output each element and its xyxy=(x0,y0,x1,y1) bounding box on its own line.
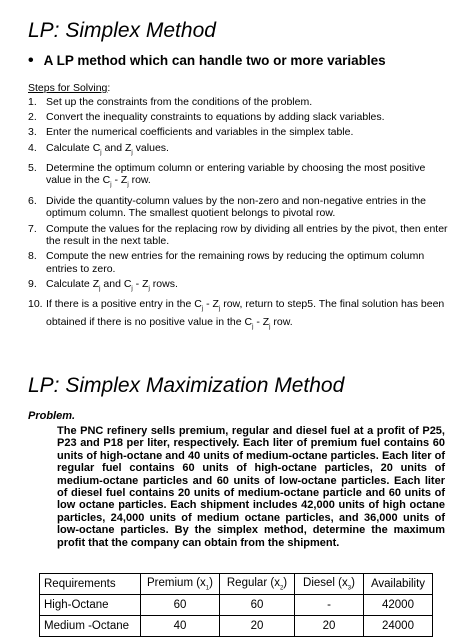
bullet-text: A LP method which can handle two or more variables xyxy=(43,53,386,68)
table-cell: 40 xyxy=(141,616,220,637)
step-text: Set up the constraints from the conditions of the problem. xyxy=(46,96,313,108)
step-item xyxy=(28,111,448,124)
table-cell: High-Octane xyxy=(40,595,141,616)
steps-header-colon: : xyxy=(107,82,111,94)
table-cell: Medium -Octane xyxy=(40,616,141,637)
table-row xyxy=(40,595,433,616)
step-text: If there is a positive entry in the $C_j - Z_j$ row, return to step5. The final solution has been obtained if there is no positive value in the $C_j - Z_j$ row. xyxy=(46,298,445,331)
step-number: 6. xyxy=(28,194,37,207)
step-text: Divide the quantity-column values by the non-zero and non-negative entries in the optimum column. The smallest quotient belongs to pivotal row. xyxy=(46,194,426,220)
steps-header xyxy=(28,82,110,94)
step-text: Convert the inequality constraints to equations by adding slack variables. xyxy=(46,111,385,124)
step-item xyxy=(28,126,448,139)
step-number: 1. xyxy=(28,96,37,108)
problem-label: Problem. xyxy=(28,410,76,422)
slide-title: LP: Simplex Maximization Method xyxy=(28,374,345,397)
step-text: Compute the new entries for the remaining rows by reducing the optimum column entries to zero. xyxy=(46,250,425,275)
step-item xyxy=(28,162,448,192)
step-text: Calculate $C_j$ and $Z_j$ values. xyxy=(46,141,169,156)
step-number: 5. xyxy=(28,161,37,174)
table-cell: 42000 xyxy=(364,595,433,616)
table-cell: 20 xyxy=(220,616,295,637)
step-number: 9. xyxy=(28,278,37,291)
requirements-table xyxy=(39,573,433,637)
step-number: 8. xyxy=(28,250,37,263)
table-cell: - xyxy=(295,595,364,616)
step-item xyxy=(28,96,448,109)
step-text: Enter the numerical coefficients and variables in the simplex table. xyxy=(46,126,354,139)
step-number: 10. xyxy=(28,298,43,311)
step-item xyxy=(28,278,448,296)
step-item xyxy=(28,195,448,220)
step-item xyxy=(28,250,448,275)
steps-list xyxy=(28,96,448,336)
table-header-row xyxy=(40,574,433,595)
steps-header-text: Steps for Solving xyxy=(28,82,108,94)
table-cell: 24000 xyxy=(364,616,433,637)
step-number: 7. xyxy=(28,222,37,235)
table-cell: 20 xyxy=(295,616,364,637)
step-item xyxy=(28,298,448,333)
step-number: 4. xyxy=(28,141,37,154)
slide-title: LP: Simplex Method xyxy=(28,19,216,42)
step-number: 3. xyxy=(28,126,37,139)
table-header-cell: Availability xyxy=(364,574,433,595)
step-item xyxy=(28,142,448,160)
step-number: 2. xyxy=(28,111,37,124)
table-header-cell: Requirements xyxy=(40,574,141,595)
table-row xyxy=(40,616,433,637)
step-text: Compute the values for the replacing row by dividing all entries by the pivot, then enter the result in the next table. xyxy=(46,222,448,248)
step-text: Calculate $Z_j$ and $C_j - Z_j$ rows. xyxy=(46,278,178,293)
problem-text: The PNC refinery sells premium, regular and diesel fuel at a profit of P25, P23 and P18 per liter, respectively. Each liter of premium fuel contains 60 units of high-octane and 40 units of medium-octane particles. Each liter of regular fuel contains 60 units of high-octane particles, 20 units of medium-octane particles and 60 units of low-octane particles. Each liter of diesel fuel contains 20 units of medium-octane particle and 60 units of low octane particles. Each shipment includes 42,000 units of high octane particles, 24,000 units of medium octane particles, and 36,000 units of low-octane particles. By the simplex method, determine the maximum profit that the company can obtain from the shipment. xyxy=(57,425,445,549)
bullet-icon: • xyxy=(28,52,34,69)
table-header-cell: Diesel $(x_3)$ xyxy=(295,574,364,595)
table-header-cell: Premium $(x_1)$ xyxy=(141,574,220,595)
table-header-cell: Regular $(x_2)$ xyxy=(220,574,295,595)
step-item xyxy=(28,223,448,248)
table-cell: 60 xyxy=(141,595,220,616)
table-cell: 60 xyxy=(220,595,295,616)
bullet-point xyxy=(28,52,386,70)
step-text: Determine the optimum column or entering variable by choosing the most positive value in the $C_j - Z_j$ row. xyxy=(46,161,426,189)
